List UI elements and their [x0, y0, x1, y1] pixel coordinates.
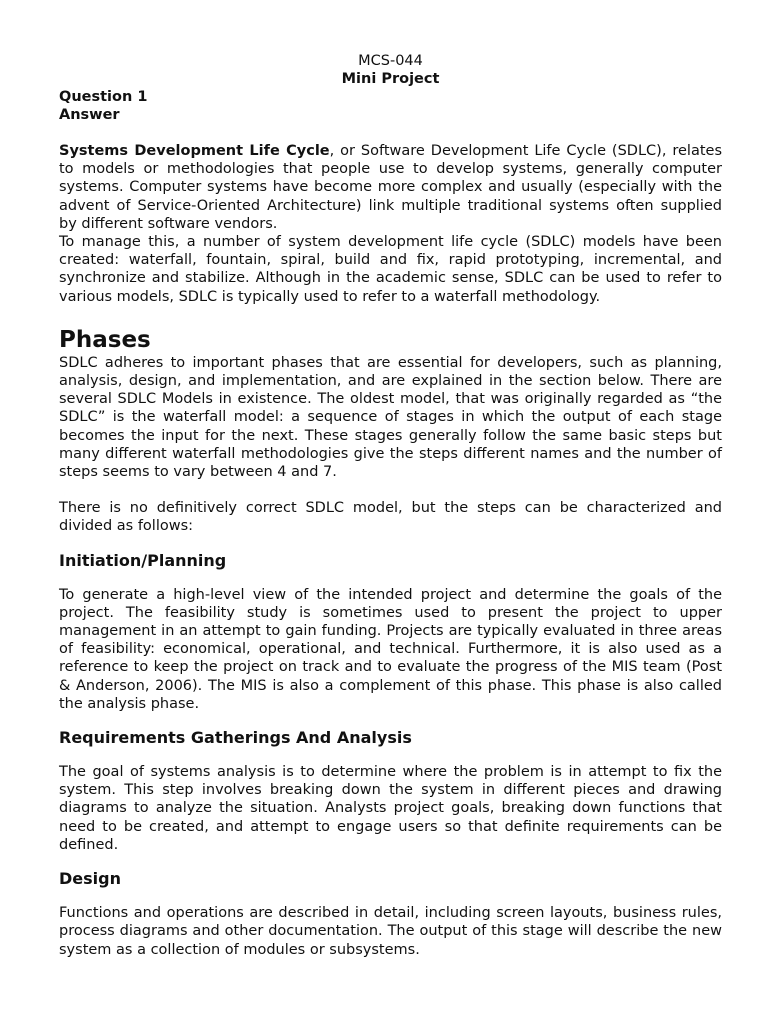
document-page: [59, 52, 722, 959]
course-code: MCS-044: [358, 53, 423, 69]
sdlc-term: Systems Development Life Cycle: [59, 143, 330, 159]
section-text-initiation: To generate a high-level view of the intended project and determine the goals of the project. The feasibility study is sometimes used to present the project to upper management in an attempt to gain funding. Projects are typically evaluated in three areas of feasibility: economical, operational, and technical. Furthermore, it is also used as a reference to keep the project on track and to evaluate the progress of the MIS team (Post & Anderson, 2006). The MIS is also a complement of this phase. This phase is also called the analysis phase.: [59, 586, 722, 712]
answer-label: Answer: [59, 107, 120, 123]
section-heading-initiation: Initiation/Planning: [59, 550, 227, 570]
document-title: Mini Project: [341, 71, 440, 87]
phases-paragraph-2: There is no definitively correct SDLC model, but the steps can be characterized and divided as follows:: [59, 500, 722, 535]
question-label: Question 1: [59, 89, 148, 105]
phases-paragraph-1: SDLC adheres to important phases that are essential for developers, such as planning, analysis, design, and implementation, and are explained in the section below. There are several SDLC Models in existence. The oldest model, that was originally regarded as “the SDLC” is the waterfall model: a sequence of stages in which the output of each stage becomes the input for the next. These stages generally follow the same basic steps but many different waterfall methodologies give the steps different names and the number of steps seems to vary between 4 and 7.: [59, 354, 722, 481]
section-text-requirements: The goal of systems analysis is to determine where the problem is in attempt to fix the system. This step involves breaking down the system in different pieces and drawing diagrams to analyze the situation. Analysts project goals, breaking down functions that need to be created, and attempt to engage users so that definite requirements can be defined.: [59, 764, 722, 853]
intro-paragraph: [59, 142, 722, 233]
section-heading-requirements: Requirements Gatherings And Analysis: [59, 728, 412, 748]
intro-paragraph-2: To manage this, a number of system development life cycle (SDLC) models have been created: waterfall, fountain, spiral, build and fix, rapid prototyping, incremental, and synchronize and stabilize. Although in the academic sense, SDLC can be used to refer to various models, SDLC is typically used to refer to a waterfall methodology.: [59, 234, 722, 305]
phases-heading: Phases: [59, 326, 151, 353]
intro-text: , or Software Development Life Cycle (SDLC), relates to models or methodologies that people use to develop systems, generally computer systems. Computer systems have become more complex and usually (especially with the advent of Service-Oriented Architecture) link multiple traditional systems often supplied by different software vendors.: [59, 143, 722, 232]
section-heading-design: Design: [59, 869, 121, 889]
section-text-design: Functions and operations are described in detail, including screen layouts, business rules, process diagrams and other documentation. The output of this stage will describe the new system as a collection of modules or subsystems.: [59, 905, 722, 958]
